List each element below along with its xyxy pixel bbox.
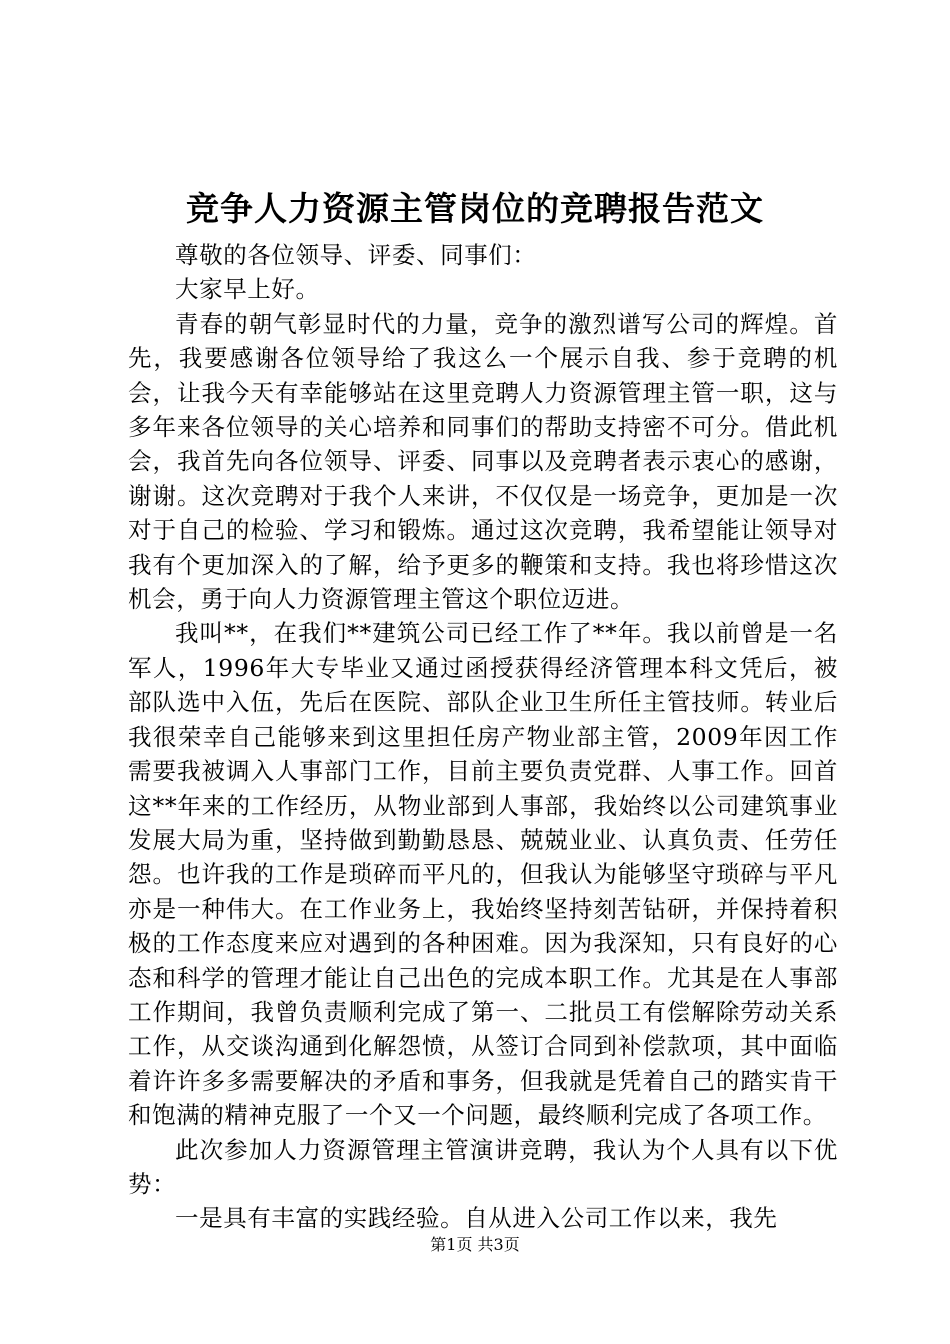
page-footer: 第1页 共3页: [430, 1235, 520, 1254]
document-body: [128, 238, 838, 1236]
advantage-one-paragraph: 一是具有丰富的实践经验。自从进入公司工作以来，我先: [175, 1204, 778, 1233]
intro-paragraph: 青春的朝气彰显时代的力量，竞争的激烈谱写公司的辉煌。首先，我要感谢各位领导给了我这么一个展示自我、参于竞聘的机会，让我今天有幸能够站在这里竞聘人力资源管理主管一职，这与多年来各位领导的关心培养和同事们的帮助支持密不可分。借此机会，我首先向各位领导、评委、同事以及竞聘者表示衷心的感谢，谢谢。这次竞聘对于我个人来讲，不仅仅是一场竞争，更加是一次对于自己的检验、学习和锻炼。通过这次竞聘，我希望能让领导对我有个更加深入的了解，给予更多的鞭策和支持。我也将珍惜这次机会，勇于向人力资源管理主管这个职位迈进。: [128, 309, 838, 614]
advantages-intro-paragraph: 此次参加人力资源管理主管演讲竞聘，我认为个人具有以下优势：: [128, 1135, 838, 1198]
salutation-paragraph: 尊敬的各位领导、评委、同事们：: [175, 241, 537, 269]
background-paragraph: 我叫**，在我们**建筑公司已经工作了**年。我以前曾是一名军人，1996年大专毕业又通过函授获得经济管理本科文凭后，被部队选中入伍，先后在医院、部队企业卫生所任主管技师。转业后我很荣幸自己能够来到这里担任房产物业部主管，2009年因工作需要我被调入人事部门工作，目前主要负责党群、人事工作。回首这**年来的工作经历，从物业部到人事部，我始终以公司建筑事业发展大局为重，坚持做到勤勤恳恳、兢兢业业、认真负责、任劳任怨。也许我的工作是琐碎而平凡的，但我认为能够坚守琐碎与平凡亦是一种伟大。在工作业务上，我始终坚持刻苦钻研，并保持着积极的工作态度来应对遇到的各种困难。因为我深知，只有良好的心态和科学的管理才能让自己出色的完成本职工作。尤其是在人事部工作期间，我曾负责顺利完成了第一、二批员工有偿解除劳动关系工作，从交谈沟通到化解怨愤，从签订合同到补偿款项，其中面临着许许多多需要解决的矛盾和事务，但我就是凭着自己的踏实肯干和饱满的精神克服了一个又一个问题，最终顺利完成了各项工作。: [128, 619, 838, 1130]
document-title: 竞争人力资源主管岗位的竞聘报告范文: [186, 189, 764, 228]
greeting-paragraph: 大家早上好。: [175, 275, 320, 304]
